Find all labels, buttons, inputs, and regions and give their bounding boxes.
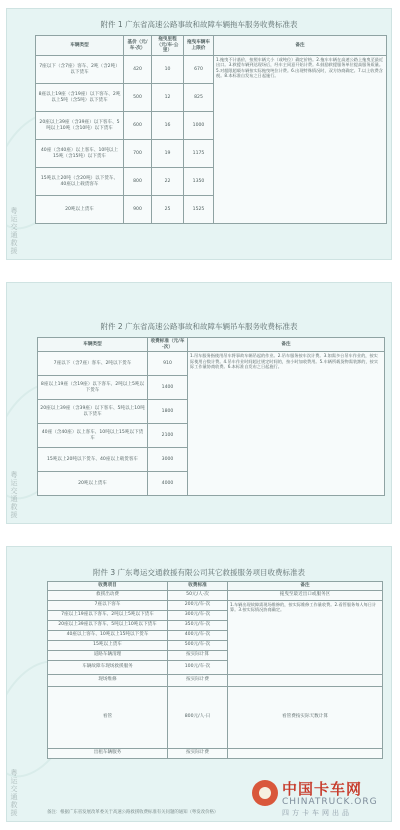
cap-cell: 670 [184,56,214,84]
table-row [36,56,387,84]
fee-sheet-1 [6,8,392,260]
brand-name-cn: 中国卡车网 [282,780,363,798]
table-row [48,686,383,748]
watermark: 粤运交通救援 [10,471,18,519]
mileage-cell: 22 [152,168,184,196]
item-cell: 7座以下客车 [48,600,168,610]
fee-cell: 910 [148,352,188,376]
vehicle-type-cell: 20吨以上货车 [36,196,124,224]
watermark: 粤运交通救援 [10,769,18,817]
other-service-fee-table [47,581,383,759]
vehicle-type-cell: 7座以下（含7座）客车、2吨（含2吨）以下货车 [36,56,124,84]
fee-cell: 按实际计费 [168,674,228,686]
fee-cell: 400元/车·次 [168,630,228,640]
cap-cell: 1000 [184,112,214,140]
sheet-3-title: 附件 3 广东粤运交通救援有限公司其它救援服务项目收费标准表 [92,568,306,577]
col-header: 车辆类型 [36,36,124,56]
fee-cell: 350元/车·次 [168,620,228,630]
vehicle-type-cell: 15吨以上20吨（含20吨）以下货车、40座以上载货客车 [36,168,124,196]
remark-cell [228,674,383,686]
sheet-1-title: 附件 1 广东省高速公路事故和故障车辆拖车服务收费标准表 [100,20,298,29]
base-price-cell: 600 [124,112,152,140]
col-header: 拖曳车辆车上限价 [184,36,214,56]
vehicle-type-cell: 8座以上19座（含19座）以下客车、2吨以上5吨以下货车 [38,376,148,400]
notes-cell: 1.吊车服务指使用吊车将事故车辆吊起的作业。2.吊车服务按车次计费。3.如需多台吊车作业的，按实际使用台数计费。4.吊车作业时间超过规定时间的，按小时加收费用。5.车辆所载货物需装卸的，按实际工作量协商收费。6.本标准自发布之日起施行。 [188,352,385,496]
fee-cell: 1400 [148,376,188,400]
col-header: 车辆类型 [38,338,148,352]
watermark: 粤运交通救援 [10,207,18,255]
mileage-cell: 19 [152,140,184,168]
item-cell: 看管 [48,686,168,748]
vehicle-type-cell: 40座（含40座）以上客车、10吨以上15吨以下货车 [38,424,148,448]
fee-cell: 50元/人·次 [168,590,228,600]
table-header-row [36,36,387,56]
cap-cell: 825 [184,84,214,112]
col-header: 拖曳里程（元/车·公里） [152,36,184,56]
fee-cell: 2100 [148,424,188,448]
remark-cell: 拖曳至最近出口或服务区 [228,590,383,600]
fee-sheet-2 [6,282,392,524]
table-header-row [38,338,385,352]
mileage-cell: 10 [152,56,184,84]
item-cell: 车辆故障车现场救援服务 [48,660,168,674]
col-header: 基价（元/车·次） [124,36,152,56]
vehicle-type-cell: 40座（含40座）以上客车、10吨以上15吨（含15吨）以下货车 [36,140,124,168]
item-cell: 救援出动费 [48,590,168,600]
cap-cell: 1350 [184,168,214,196]
mileage-cell: 16 [152,112,184,140]
cap-cell: 1175 [184,140,214,168]
item-cell: 20座以上39座以下客车、5吨以上10吨以下货车 [48,620,168,630]
col-header: 收费标准 [168,582,228,591]
fee-cell: 800元/人·日 [168,686,228,748]
fee-cell: 按实际计费 [168,748,228,758]
table-row [48,748,383,758]
table-row [38,352,385,376]
remark-cell: 看管费按实际天数计算 [228,686,383,748]
fee-cell: 按实际计算 [168,650,228,660]
vehicle-type-cell: 15吨以上20吨以下货车、40座以上载货客车 [38,448,148,472]
fee-cell: 300元/车·次 [168,610,228,620]
base-price-cell: 420 [124,56,152,84]
notes-cell: 1.拖曳不计基价，按照车辆大小（或吨位）确定价格。2.拖车车辆在高速公路上拖曳至最近出口。3.救援车辆到达现场后，经车主同意开始计费。4.鼓励救援服务单位提高服务质量。5.对超限超载车辆按实际拖曳吨位计费。6.出现特殊情况时，双方协商确定。7.以上收费含税。8.本标准自发布之日起施行。 [214,56,387,224]
table-row [48,674,383,686]
vehicle-type-cell: 7座以下（含7座）客车、2吨以下货车 [38,352,148,376]
table-row [48,590,383,600]
fee-cell: 1800 [148,400,188,424]
base-price-cell: 900 [124,196,152,224]
base-price-cell: 800 [124,168,152,196]
fee-cell: 4000 [148,472,188,496]
item-cell: 出租车辆服务 [48,748,168,758]
cap-cell: 1525 [184,196,214,224]
tow-fee-table [35,35,387,224]
footnote: 备注：根据广东省发展改革委关于高速公路救援收费标准有关问题的通知（粤发改价格） [47,810,219,815]
fee-cell: 3000 [148,448,188,472]
vehicle-type-cell: 20座以上39座（含39座）以下客车、5吨以上10吨（含10吨）以下货车 [36,112,124,140]
table-header-row [48,582,383,591]
item-cell: 道路车辆清理 [48,650,168,660]
remark-cell [228,748,383,758]
col-header: 备注 [188,338,385,352]
vehicle-type-cell: 8座以上19座（含19座）以下客车、2吨以上5吨（含5吨）以下货车 [36,84,124,112]
notes-cell: 1.车辆出现故障需现场维修的，按实际维修工作量收费。2.看管服务每人每日计算。3.按实际情况协商确定。 [228,600,383,674]
item-cell: 现场维修 [48,674,168,686]
table-row [48,600,383,610]
brand-watermark [252,778,392,818]
item-cell: 7座以上19座以下客车、2吨以上5吨以下货车 [48,610,168,620]
fee-cell: 100元/车·次 [168,660,228,674]
fee-cell: 500元/车·次 [168,640,228,650]
item-cell: 15吨以上货车 [48,640,168,650]
brand-subtitle: 四方卡车网出品 [282,809,352,817]
fee-cell: 200元/车·次 [168,600,228,610]
col-header: 备注 [214,36,387,56]
crane-fee-table [37,337,385,496]
brand-name-en: CHINATRUCK.ORG [282,797,378,807]
vehicle-type-cell: 20吨以上货车 [38,472,148,496]
mileage-cell: 25 [152,196,184,224]
base-price-cell: 700 [124,140,152,168]
mileage-cell: 12 [152,84,184,112]
col-header: 收费项目 [48,582,168,591]
col-header: 备注 [228,582,383,591]
col-header: 收费标准（元/车·次） [148,338,188,352]
base-price-cell: 500 [124,84,152,112]
item-cell: 40座以上客车、10吨以上15吨以下货车 [48,630,168,640]
vehicle-type-cell: 20座以上39座（含39座）以下客车、5吨以上10吨以下货车 [38,400,148,424]
chinatruck-logo-icon [252,780,278,806]
sheet-2-title: 附件 2 广东省高速公路事故和故障车辆吊车服务收费标准表 [100,322,298,331]
